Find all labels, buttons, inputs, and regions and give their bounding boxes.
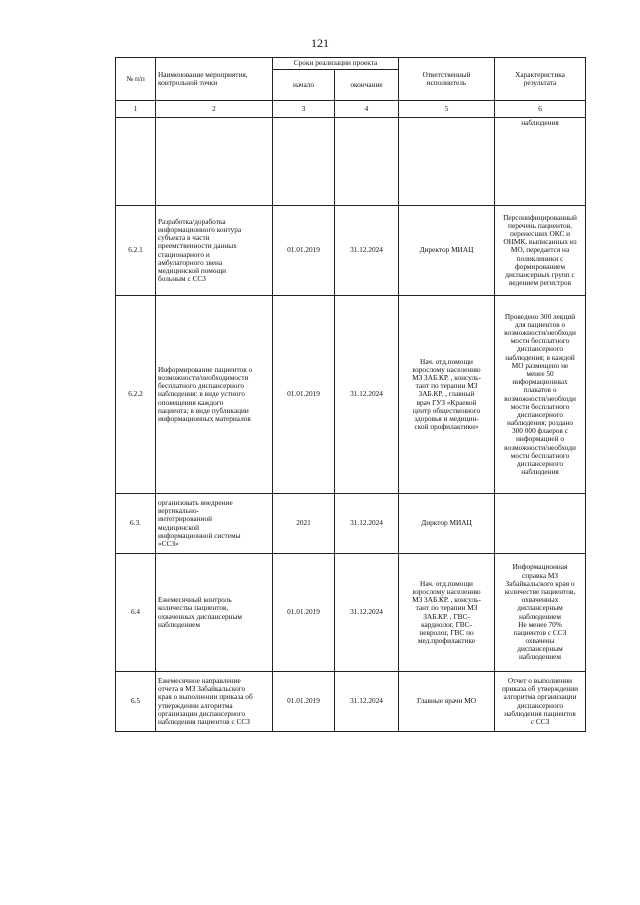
- column-number-4: 4: [335, 101, 399, 118]
- row-result: наблюдения: [495, 118, 586, 206]
- row-number: 6.4: [116, 554, 156, 672]
- row-number: 6.2.2: [116, 296, 156, 494]
- column-number-3: 3: [273, 101, 335, 118]
- row-result: Информационная справка МЗ Забайкальского края о количестве пациентов, охваченных диспансерным наблюдением Не менее 70% пациентов с ССЗ охвачены диспансерным наблюдением: [495, 554, 586, 672]
- row-responsible: Директор МИАЦ: [399, 206, 495, 296]
- column-number-5: 5: [399, 101, 495, 118]
- header-terms: Сроки реализации проекта: [273, 58, 399, 70]
- row-activity: Ежемесячный контроль количества пациентов, охваченных диспансерным наблюдением: [156, 554, 273, 672]
- row-activity: Разработка/доработка информационного контура субъекта в части преемственности данных стационарного и амбулаторного звена медицинской помощи больным с ССЗ: [156, 206, 273, 296]
- table-row: [116, 118, 586, 206]
- row-number: 6.5: [116, 672, 156, 732]
- header-start: начало: [273, 69, 335, 100]
- header-result: Характеристика результата: [495, 58, 586, 101]
- row-start-date: 2021: [273, 494, 335, 554]
- header-number: № п/п: [116, 58, 156, 101]
- table-row: [116, 206, 586, 296]
- row-result: Проведено 300 лекций для пациентов о возможности/необходи мости бесплатного диспансерного наблюдения; в каждой МО размещено не менее 50 информационных плакатов о возможности/необходи мости бесплатного диспансерного наблюдения; роздано 300 000 флаеров с информацией о возможности/необходи мости бесплатного диспансерного наблюдения: [495, 296, 586, 494]
- header-responsible: Ответственный исполнитель: [399, 58, 495, 101]
- row-activity: организовать внедрение вертикально- интегрированной медицинской информационной системы «ССЗ»: [156, 494, 273, 554]
- header-end: окончание: [335, 69, 399, 100]
- row-responsible: Нач. отд.помощи взрослому населению МЗ ЗАБ.КР. , консуль- тант по терапии МЗ ЗАБ.КР. , ГВС- кардиолог, ГВС- невролог, ГВС по мед.профилактике: [399, 554, 495, 672]
- row-end-date: 31.12.2024: [335, 206, 399, 296]
- row-number: 6.3.: [116, 494, 156, 554]
- header-activity-name: Наименование мероприятия, контрольной точки: [156, 58, 273, 101]
- row-activity: Информирование пациентов о возможности/необходимости бесплатного диспансерного наблюдения: в виде устного оповещения каждого пациента; в виде публикации информационных материалов: [156, 296, 273, 494]
- row-start-date: 01.01.2019: [273, 672, 335, 732]
- row-number: [116, 118, 156, 206]
- row-responsible: Дирктор МИАЦ: [399, 494, 495, 554]
- column-number-2: 2: [156, 101, 273, 118]
- row-start-date: 01.01.2019: [273, 206, 335, 296]
- page-number: 121: [311, 36, 329, 50]
- column-number-1: 1: [116, 101, 156, 118]
- row-number: 6.2.1: [116, 206, 156, 296]
- row-end-date: 31.12.2024: [335, 672, 399, 732]
- table-row: [116, 494, 586, 554]
- row-end-date: 31.12.2024: [335, 554, 399, 672]
- column-number-6: 6: [495, 101, 586, 118]
- row-start-date: 01.01.2019: [273, 554, 335, 672]
- row-responsible: Нач. отд.помощи взрослому населению МЗ ЗАБ.КР. , консуль- тант по терапии МЗ ЗАБ.КР. , главный врач ГУЗ «Краевой центр общественного здоровья и медицин- ской профилактики»: [399, 296, 495, 494]
- row-start-date: 01.01.2019: [273, 296, 335, 494]
- row-activity: Ежемесячное направление отчета в МЗ Забайкальского края о выполнении приказа об утверждении алгоритма организации диспансерного наблюдения пациентов с ССЗ: [156, 672, 273, 732]
- table-row: [116, 554, 586, 672]
- row-responsible: Главные врачи МО: [399, 672, 495, 732]
- row-activity: [156, 118, 273, 206]
- row-start-date: [273, 118, 335, 206]
- row-result: [495, 494, 586, 554]
- row-end-date: 31.12.2024: [335, 494, 399, 554]
- row-end-date: 31.12.2024: [335, 296, 399, 494]
- row-result: Персонифицированный перечень пациентов, перенесших ОКС и ОНМК, выписанных из МО, передается на поликлиники с формированием диспансерных групп с ведением регистров: [495, 206, 586, 296]
- row-end-date: [335, 118, 399, 206]
- row-result: Отчет о выполнении приказа об утверждении алгоритма организации диспансерного наблюдения пациентов с ССЗ: [495, 672, 586, 732]
- table-row: [116, 296, 586, 494]
- activities-table: [115, 57, 586, 732]
- row-responsible: [399, 118, 495, 206]
- table-row: [116, 672, 586, 732]
